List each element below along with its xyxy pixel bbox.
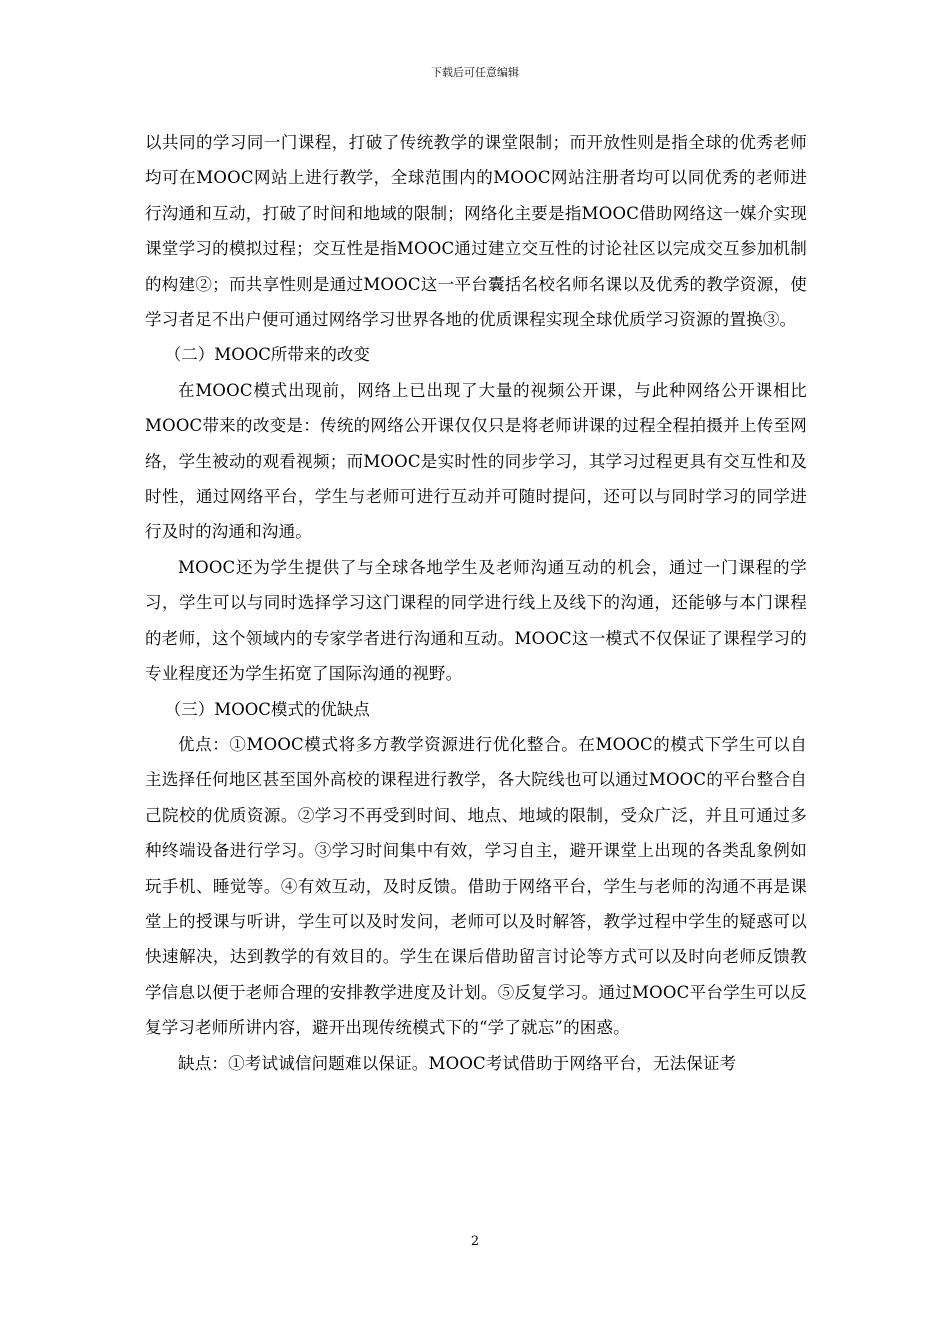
paragraph-advantages: 优点：①MOOC模式将多方教学资源进行优化整合。在MOOC的模式下学生可以自主选择任何地区甚至国外高校的课程进行教学，各大院线也可以通过MOOC的平台整合自己院校的优质资源。②学习不再受到时间、地点、地域的限制，受众广泛，并且可通过多种终端设备进行学习。③学习时间集中有效，学习自主，避开课堂上出现的各类乱象例如玩手机、睡觉等。④有效互动，及时反馈。借助于网络平台，学生与老师的沟通不再是课堂上的授课与听讲，学生可以及时发问，老师可以及时解答，教学过程中学生的疑惑可以快速解决，达到教学的有效目的。学生在课后借助留言讨论等方式可以及时向老师反馈教学信息以便于老师合理的安排教学进度及计划。⑤反复学习。通过MOOC平台学生可以反复学习老师所讲内容，避开出现传统模式下的“学了就忘”的困惑。	[145, 734, 807, 1038]
paragraph-changes: 在MOOC模式出现前，网络上已出现了大量的视频公开课，与此种网络公开课相比MOOC带来的改变是：传统的网络公开课仅仅只是将老师讲课的过程全程拍摄并上传至网络，学生被动的观看视频；而MOOC是实时性的同步学习，其学习过程更具有交互性和及时性，通过网络平台，学生与老师可进行互动并可随时提问，还可以与同时学习的同学进行及时的沟通和沟通。	[145, 380, 807, 542]
section-heading-pros-cons: （三）MOOC模式的优缺点	[164, 699, 370, 719]
document-body	[145, 125, 807, 1081]
page-number: 2	[470, 1234, 480, 1249]
section-heading-changes: （二）MOOC所带来的改变	[164, 345, 370, 365]
page-header: 下载后可任意编辑	[431, 66, 519, 79]
paragraph-openness-interactivity: 以共同的学习同一门课程，打破了传统教学的课堂限制；而开放性则是指全球的优秀老师均可在MOOC网站上进行教学，全球范围内的MOOC网站注册者均可以同优秀的老师进行沟通和互动，打破了时间和地域的限制；网络化主要是指MOOC借助网络这一媒介实现课堂学习的模拟过程；交互性是指MOOC通过建立交互性的讨论社区以完成交互参加机制的构建②；而共享性则是通过MOOC这一平台囊括名校名师名课以及优秀的教学资源，使学习者足不出户便可通过网络学习世界各地的优质课程实现全球优质学习资源的置换③。	[145, 133, 807, 330]
paragraph-disadvantages: 缺点：①考试诚信问题难以保证。MOOC考试借助于网络平台，无法保证考	[178, 1053, 737, 1073]
paragraph-global-communication: MOOC还为学生提供了与全球各地学生及老师沟通互动的机会，通过一门课程的学习，学生可以与同时选择学习这门课程的同学进行线上及线下的沟通，还能够与本门课程的老师，这个领域内的专家学者进行沟通和互动。MOOC这一模式不仅保证了课程学习的专业程度还为学生拓宽了国际沟通的视野。	[145, 557, 807, 684]
